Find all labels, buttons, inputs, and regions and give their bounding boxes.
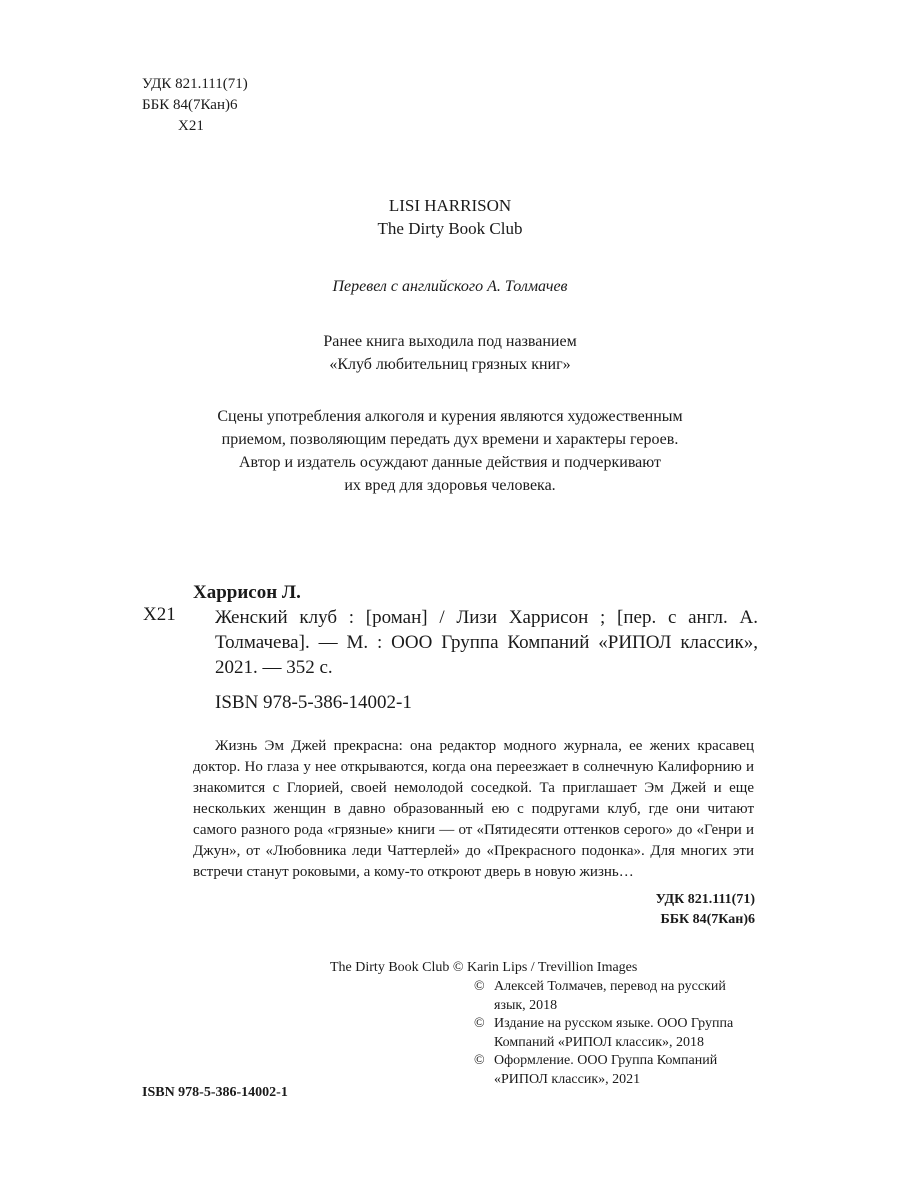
udk-code: УДК 821.111(71) xyxy=(142,76,248,92)
copyright-text: Алексей Толмачев, перевод на русский язык, 2018 xyxy=(494,979,726,1013)
catalog-author: Харрисон Л. xyxy=(193,582,301,603)
translator-credit: Перевел с английского А. Толмачев xyxy=(332,278,568,295)
copyright-symbol: © xyxy=(474,979,485,994)
warning-line: Сцены употребления алкоголя и курения являются художественным xyxy=(217,408,683,425)
health-warning xyxy=(0,405,900,497)
copyright-text: Оформление. ООО Группа Компаний «РИПОЛ классик», 2021 xyxy=(494,1053,718,1087)
catalog-author-sign: Х21 xyxy=(143,604,176,625)
copyright-item xyxy=(474,1052,759,1089)
catalog-card xyxy=(193,580,758,715)
original-author: LISI HARRISON xyxy=(388,196,512,215)
copyright-symbol: © xyxy=(474,1053,485,1068)
previous-title-line-1: Ранее книга выходила под названием xyxy=(323,333,577,350)
annotation-codes xyxy=(560,890,755,930)
author-sign: Х21 xyxy=(178,118,204,134)
copyright-text: Издание на русском языке. ООО Группа Компаний «РИПОЛ классик», 2018 xyxy=(494,1016,734,1050)
annotation-bbk: ББК 84(7Кан)6 xyxy=(660,912,755,927)
warning-line: приемом, позволяющим передать дух времени и характеры героев. xyxy=(221,431,679,448)
catalog-isbn: ISBN 978-5-386-14002-1 xyxy=(215,692,412,713)
copyright-block xyxy=(474,978,759,1089)
warning-line: Автор и издатель осуждают данные действия и подчеркивают xyxy=(238,454,662,471)
original-title: The Dirty Book Club xyxy=(377,219,523,238)
previous-title-line-2: «Клуб любительниц грязных книг» xyxy=(329,356,571,373)
original-title-block xyxy=(0,194,900,240)
cover-copyright: The Dirty Book Club © Karin Lips / Trevillion Images xyxy=(330,960,638,975)
previous-title-block xyxy=(0,330,900,376)
catalog-description: Женский клуб : [роман] / Лизи Харрисон ; [пер. с англ. А. Толмачева]. — М. : ООО Группа Компаний «РИПОЛ классик», 2021. — 352 с. xyxy=(215,607,758,678)
annotation-udk: УДК 821.111(71) xyxy=(655,892,755,907)
warning-line: их вред для здоровья человека. xyxy=(344,477,556,494)
annotation-text: Жизнь Эм Джей прекрасна: она редактор модного журнала, ее жених красавец доктор. Но глаза у нее открываются, когда она переезжает в солнечную Калифорнию и знакомится с Глорией, своей немолодой соседкой. Та приглашает Эм Джей и еще нескольких женщин в давно образованный ею с подругами клуб, где они читают самого разного рода «грязные» книги — от «Пятидесяти оттенков серого» до «Генри и Джун», от «Любовника леди Чаттерлей» до «Прекрасного подонка». Для многих эти встречи станут роковыми, а кому-то откроют дверь в новую жизнь… xyxy=(193,738,754,880)
classification-codes xyxy=(142,74,248,137)
copyright-symbol: © xyxy=(474,1016,485,1031)
copyright-item xyxy=(474,1015,759,1052)
copyright-item xyxy=(474,978,759,1015)
bbk-code: ББК 84(7Кан)6 xyxy=(142,97,238,113)
isbn-bottom: ISBN 978-5-386-14002-1 xyxy=(142,1085,288,1100)
